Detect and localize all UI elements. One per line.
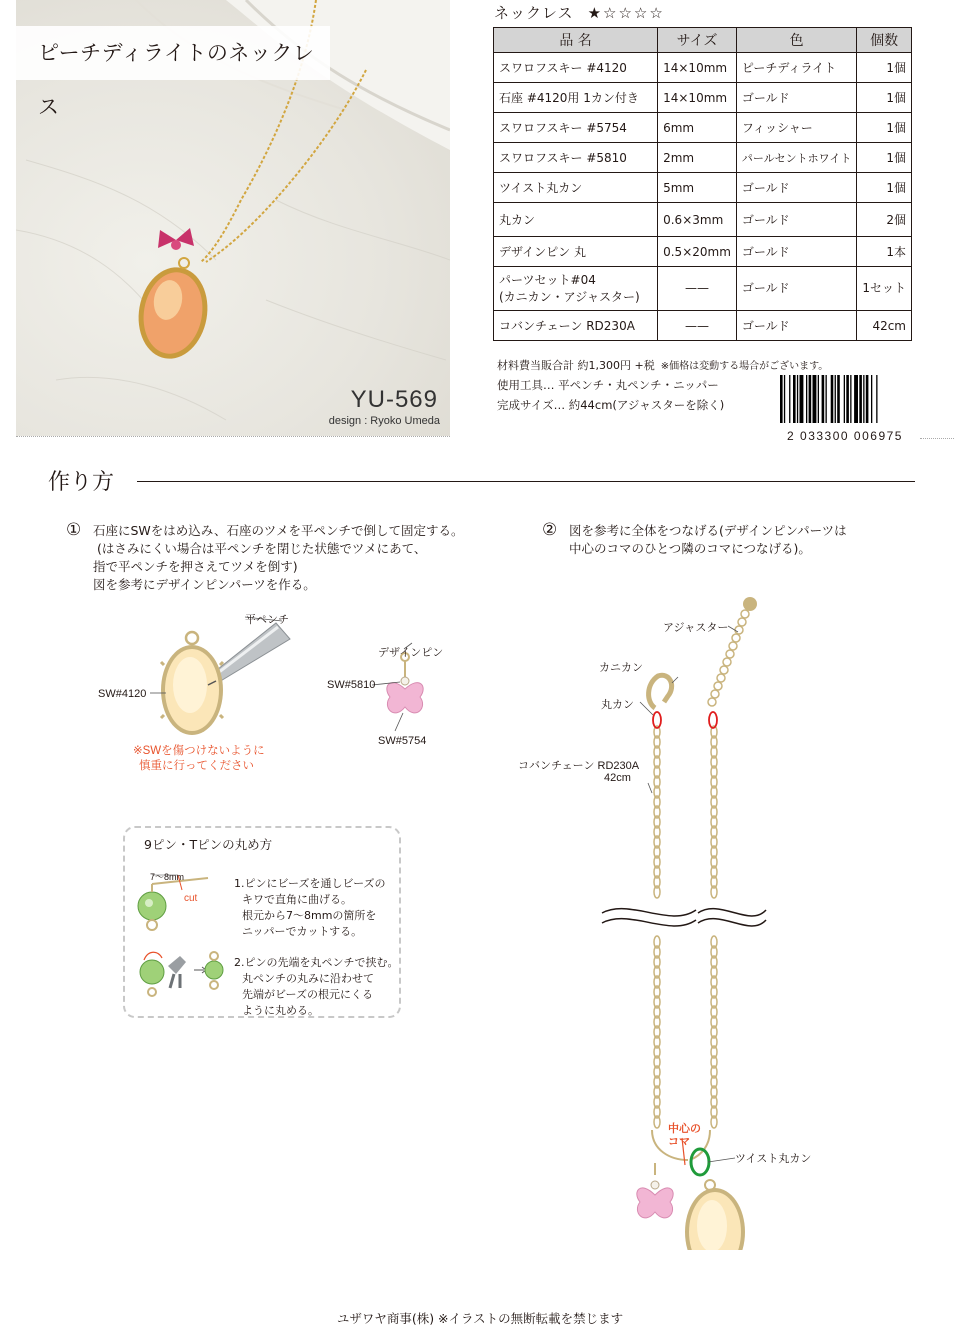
product-code: YU-569 [350, 386, 438, 413]
chain-left [654, 726, 660, 1128]
photo-bottom-dotted-line [16, 436, 450, 437]
cell-size: —— [658, 267, 737, 311]
chain-link [711, 690, 719, 698]
label-flat-pliers: 平ペンチ [245, 614, 289, 626]
section-rule [137, 481, 915, 482]
barcode-bar [826, 375, 827, 423]
chain-link [735, 626, 743, 634]
tip-step1-line: キワで直角に曲げる。 [242, 893, 352, 906]
lobster-clasp-icon [649, 675, 672, 708]
column-header-qty: 個数 [857, 28, 912, 53]
bead-icon [205, 961, 223, 979]
cell-qty: 42cm [857, 311, 912, 341]
cell-name: 石座 #4120用 1カン付き [494, 83, 658, 113]
design-credit: design : Ryoko Umeda [328, 415, 440, 427]
cell-color: ゴールド [736, 237, 856, 267]
table-row [494, 113, 912, 143]
cell-qty: 1個 [857, 143, 912, 173]
tip-cut-label: cut [184, 893, 198, 904]
chain-link [720, 666, 728, 674]
cell-qty: 1セット [857, 267, 912, 311]
chain-link [723, 658, 731, 666]
cell-color: フィッシャー [736, 113, 856, 143]
cell-qty: 1個 [857, 53, 912, 83]
column-header-name: 品 名 [494, 28, 658, 53]
cell-name: スワロフスキー #5810 [494, 143, 658, 173]
barcode-bar [800, 375, 804, 423]
barcode-bar [854, 375, 858, 423]
chain-link [732, 634, 740, 642]
label-jump-ring: 丸カン [601, 699, 634, 711]
break-mark-icon [602, 904, 766, 926]
cell-qty: 2個 [857, 203, 912, 237]
tip-step2-line: 丸ペンチの丸みに沿わせて [242, 972, 374, 985]
bead-icon [138, 892, 166, 920]
cell-name-line1: パーツセット#04 [499, 272, 596, 287]
table-row [494, 203, 912, 237]
tip-step1-line: 1.ピンにビーズを通しビーズの [234, 877, 386, 890]
barcode-bar [859, 375, 862, 423]
sw5810-pearl-icon [401, 677, 409, 685]
chain-link [726, 650, 734, 658]
tip-measure-label: 7～8mm [150, 872, 185, 882]
cell-size: 14×10mm [658, 53, 737, 83]
barcode [780, 375, 908, 423]
barcode-bar [831, 375, 834, 423]
cost-text: 材料費当販合計 約1,300円 +税 [497, 359, 655, 372]
table-row [494, 267, 912, 311]
barcode-bar [784, 375, 785, 423]
barcode-bar [789, 375, 790, 423]
step1-line: 石座にSWをはめ込み、石座のツメを平ペンチで倒して固定する。 [93, 523, 464, 538]
label-chain-length: 42cm [604, 772, 631, 784]
cost-line [497, 357, 828, 373]
footer: ユザワヤ商事(株) ※イラストの無断転載を禁じます [336, 1311, 624, 1326]
cell-color: ゴールド [736, 83, 856, 113]
barcode-bar [876, 375, 877, 423]
cell-size: 0.6×3mm [658, 203, 737, 237]
barcode-bar [835, 375, 836, 423]
cell-color: ゴールド [736, 311, 856, 341]
cell-name: コバンチェーン RD230A [494, 311, 658, 341]
cost-note: ※価格は変動する場合がございます。 [660, 361, 829, 372]
barcode-bar [863, 375, 864, 423]
barcode-bar [837, 375, 840, 423]
cell-size: 14×10mm [658, 83, 737, 113]
tip-step2-line: 2.ピンの先端を丸ペンチで挟む。 [234, 956, 399, 969]
cell-size: 0.5×20mm [658, 237, 737, 267]
tools-line: 使用工具… 平ペンチ・丸ペンチ・ニッパー [497, 378, 719, 392]
step1-line: (はさみにくい場合は平ペンチを閉じた状態でツメにあて、 [97, 541, 427, 556]
barcode-bar [809, 375, 812, 423]
round-pliers-icon [168, 956, 186, 974]
label-design-pin: デザインピン [378, 647, 444, 659]
chain-link [741, 610, 749, 618]
label-adjuster: アジャスター [663, 622, 729, 634]
cell-color: パールセントホワイト [736, 143, 856, 173]
barcode-bar [844, 375, 845, 423]
cell-name: デザインピン 丸 [494, 237, 658, 267]
step1-line: 指で平ペンチを押さえてツメを倒す) [93, 559, 298, 574]
label-center-link1: 中心の [668, 1123, 701, 1135]
materials-table [493, 27, 912, 341]
tip-step2 [234, 955, 399, 1019]
cell-name-line2: (カニカン・アジャスター) [499, 289, 640, 304]
step2-line: 中心のコマのひとつ隣のコマにつなげる)。 [569, 541, 811, 556]
difficulty-stars: ★☆☆☆☆ [587, 4, 665, 22]
cell-qty: 1個 [857, 173, 912, 203]
tip-step1-line: 根元から7～8mmの箇所を [242, 909, 377, 922]
cell-size: —— [658, 311, 737, 341]
tip-step1-line: ニッパーでカットする。 [242, 925, 363, 938]
section-title: 作り方 [48, 470, 115, 495]
table-header-row [494, 28, 912, 53]
butterfly-bead-icon [637, 1188, 673, 1218]
chain-right [711, 726, 717, 1128]
cell-color: ゴールド [736, 267, 856, 311]
barcode-bar [793, 375, 796, 423]
setting-loop-icon [186, 632, 198, 644]
barcode-number: 2 033300 006975 [787, 429, 903, 443]
label-lobster-clasp: カニカン [599, 662, 643, 674]
barcode-bar [850, 375, 851, 423]
butterfly-sw5754-icon [387, 683, 423, 713]
cell-name: スワロフスキー #4120 [494, 53, 658, 83]
bead-icon [140, 960, 164, 984]
curve-arrow-icon [144, 952, 162, 960]
cell-name: 丸カン [494, 203, 658, 237]
barcode-bar [866, 375, 869, 423]
photo-title: ピーチディライトのネックレス [16, 26, 330, 80]
tip-step2-line: ように丸める。 [242, 1004, 319, 1017]
table-row [494, 173, 912, 203]
label-sw4120: SW#4120 [98, 688, 147, 700]
label-sw5754: SW#5754 [378, 735, 427, 747]
label-chain: コバンチェーン RD230A [518, 760, 640, 772]
cell-qty: 1個 [857, 113, 912, 143]
barcode-bar [797, 375, 798, 423]
step1-number: ① [66, 520, 82, 540]
warning-line2: 慎重に行ってください [139, 760, 254, 772]
step2-line: 図を参考に全体をつなげる(デザインピンパーツは [569, 523, 847, 538]
right-dotted-line [920, 438, 954, 439]
cell-name [494, 267, 658, 311]
cell-size: 5mm [658, 173, 737, 203]
materials-heading [494, 2, 665, 23]
barcode-bar [780, 375, 783, 423]
cell-color: ゴールド [736, 203, 856, 237]
label-twist-ring: ツイスト丸カン [735, 1153, 812, 1165]
chain-link [708, 698, 716, 706]
tip-title: 9ピン・Tピンの丸め方 [144, 837, 273, 852]
table-row [494, 143, 912, 173]
chain-link [714, 682, 722, 690]
tip-diagram [130, 870, 230, 1000]
table-row [494, 311, 912, 341]
warning-line1: ※SWを傷つけないように [133, 745, 265, 757]
barcode-bar [806, 375, 807, 423]
barcode-bar [822, 375, 825, 423]
step2-instructions [569, 522, 847, 558]
cell-color: ゴールド [736, 173, 856, 203]
cell-name: スワロフスキー #5754 [494, 113, 658, 143]
tip-step1 [234, 876, 386, 940]
cell-size: 6mm [658, 113, 737, 143]
barcode-bar [813, 375, 817, 423]
cell-qty: 1本 [857, 237, 912, 267]
cell-qty: 1個 [857, 83, 912, 113]
materials-heading-label: ネックレス [494, 4, 574, 22]
table-row [494, 237, 912, 267]
barcode-bar [871, 375, 872, 423]
cell-color: ピーチディライト [736, 53, 856, 83]
finished-size-line: 完成サイズ… 約44cm(アジャスターを除く) [497, 398, 725, 412]
adjuster-tip-icon [743, 597, 757, 611]
chain-link [717, 674, 725, 682]
table-row [494, 53, 912, 83]
label-center-link2: コマ [668, 1136, 690, 1148]
chain-link [729, 642, 737, 650]
column-header-size: サイズ [658, 28, 737, 53]
label-sw5810: SW#5810 [327, 679, 376, 691]
barcode-bar [846, 375, 849, 423]
cell-name: ツイスト丸カン [494, 173, 658, 203]
column-header-color: 色 [736, 28, 856, 53]
chain-link [738, 618, 746, 626]
tip-step2-line: 先端がビーズの根元にくる [242, 988, 374, 1001]
step1-instructions [93, 522, 464, 594]
step1-line: 図を参考にデザインピンパーツを作る。 [93, 577, 316, 592]
cell-size: 2mm [658, 143, 737, 173]
table-row [494, 83, 912, 113]
barcode-bar [818, 375, 819, 423]
step2-number: ② [542, 520, 558, 540]
